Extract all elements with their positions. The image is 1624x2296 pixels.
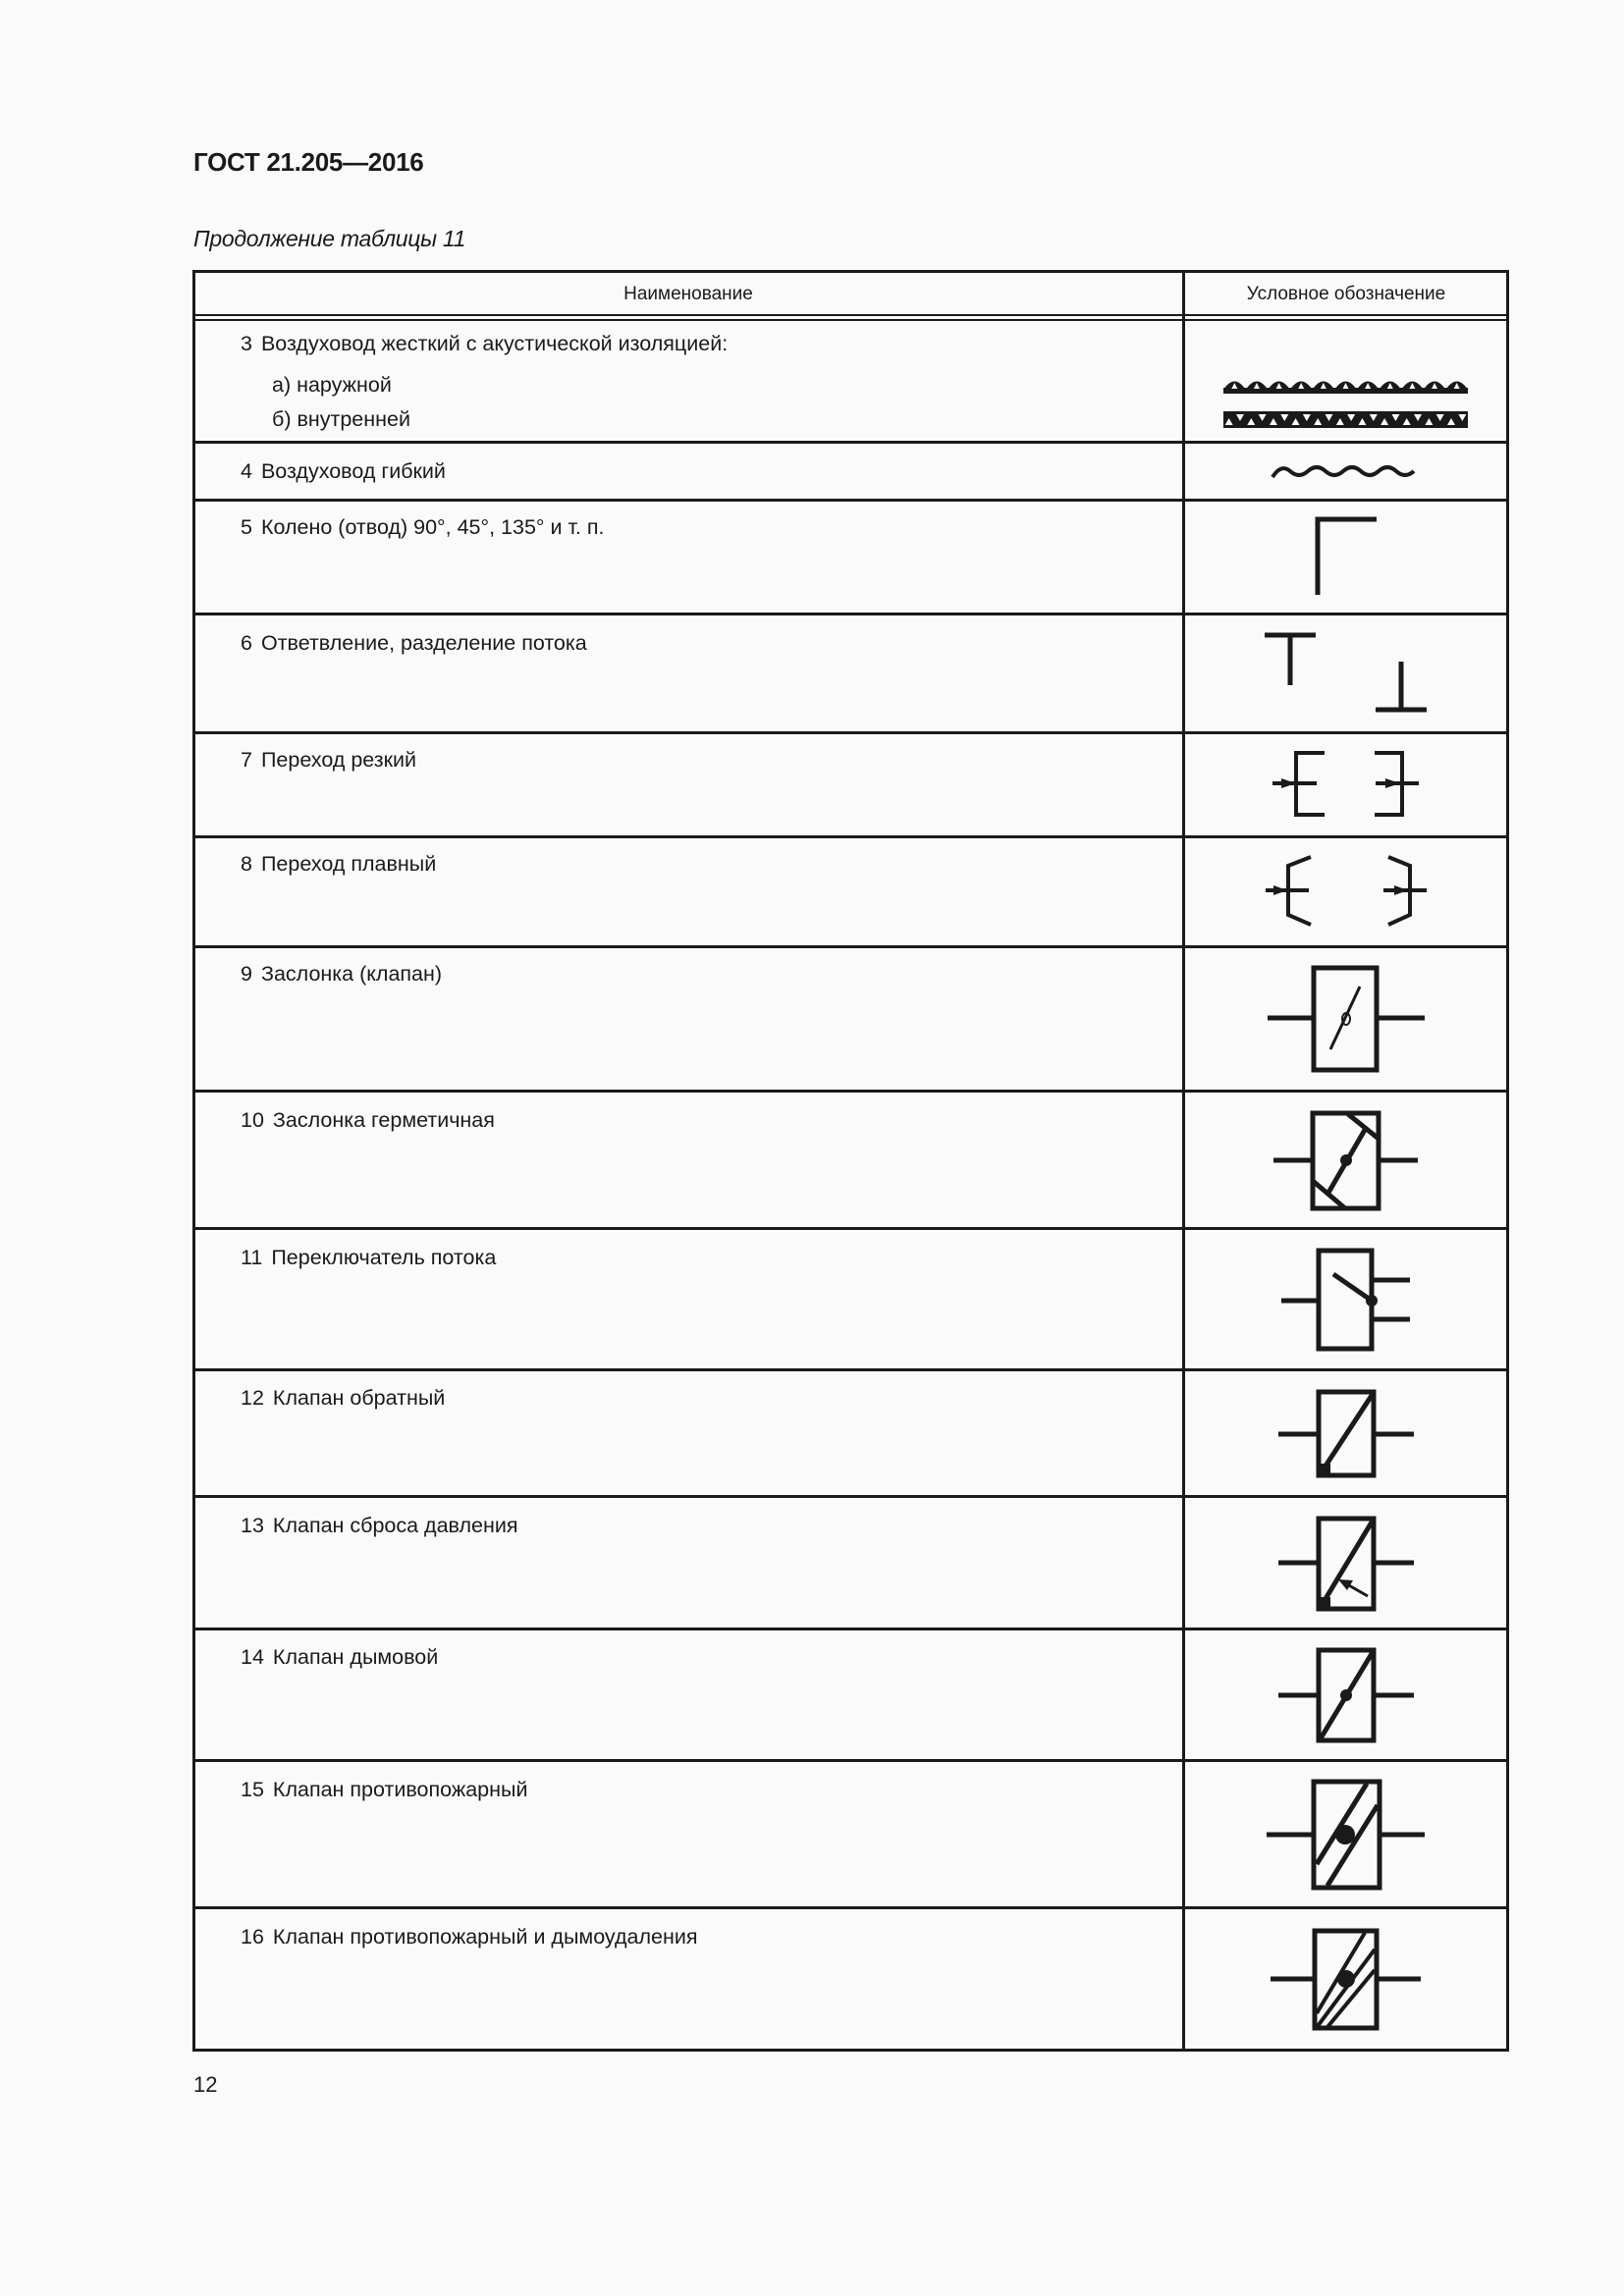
row-label: Клапан противопожарный bbox=[272, 1778, 528, 1801]
column-header-name: Наименование bbox=[623, 284, 753, 304]
smoke-valve-symbol bbox=[1278, 1650, 1414, 1740]
row-label: Заслонка (клапан) bbox=[260, 962, 443, 986]
row-number: 11 bbox=[241, 1246, 263, 1269]
row-sub-item: а) наружной bbox=[272, 373, 392, 397]
abrupt-transition-symbol bbox=[1272, 753, 1419, 815]
row-label: Клапан обратный bbox=[272, 1386, 446, 1410]
flow-switch-symbol bbox=[1281, 1251, 1410, 1349]
row-label: Переход плавный bbox=[260, 852, 437, 876]
row-number: 7 bbox=[241, 748, 252, 772]
pressure-relief-valve-symbol bbox=[1278, 1519, 1414, 1609]
row-number: 4 bbox=[241, 459, 252, 483]
row-number: 5 bbox=[241, 515, 252, 539]
row-label: Клапан дымовой bbox=[272, 1645, 439, 1669]
row-label: Колено (отвод) 90°, 45°, 135° и т. п. bbox=[260, 515, 605, 539]
row-label: Заслонка герметичная bbox=[272, 1108, 495, 1132]
check-valve-symbol bbox=[1278, 1392, 1414, 1475]
row-label: Клапан противопожарный и дымоудаления bbox=[272, 1925, 698, 1949]
table-caption: Продолжение таблицы 11 bbox=[193, 226, 466, 251]
damper-symbol bbox=[1268, 968, 1425, 1070]
flexible-duct-symbol bbox=[1272, 467, 1414, 477]
row-number: 12 bbox=[241, 1386, 264, 1410]
row-number: 10 bbox=[241, 1108, 264, 1132]
sealed-damper-symbol bbox=[1273, 1113, 1418, 1208]
row-number: 8 bbox=[241, 852, 252, 876]
row-number: 9 bbox=[241, 962, 252, 986]
row-number: 15 bbox=[241, 1778, 264, 1801]
row-number: 6 bbox=[241, 631, 252, 655]
branch-tee-symbol bbox=[1265, 635, 1427, 710]
row-label: Воздуховод гибкий bbox=[260, 459, 446, 483]
row-label: Клапан сброса давления bbox=[272, 1514, 518, 1537]
row-number: 16 bbox=[241, 1925, 264, 1949]
row-number: 13 bbox=[241, 1514, 264, 1537]
fire-valve-symbol bbox=[1267, 1782, 1425, 1888]
document-title: ГОСТ 21.205—2016 bbox=[193, 147, 424, 177]
row-label: Воздуховод жесткий с акустической изоляцией: bbox=[260, 332, 729, 355]
row-number: 3 bbox=[241, 332, 252, 355]
row-sub-item: б) внутренней bbox=[272, 407, 410, 431]
rigid-duct-acoustic-insulation-symbol bbox=[1223, 382, 1468, 429]
row-label: Ответвление, разделение потока bbox=[260, 631, 587, 655]
row-number: 14 bbox=[241, 1645, 264, 1669]
page-number: 12 bbox=[193, 2072, 218, 2097]
fire-smoke-exhaust-valve-symbol bbox=[1271, 1931, 1421, 2028]
column-header-symbol: Условное обозначение bbox=[1246, 284, 1446, 304]
row-label: Переключатель потока bbox=[271, 1246, 497, 1269]
smooth-transition-symbol bbox=[1266, 857, 1427, 925]
elbow-symbol bbox=[1318, 519, 1377, 595]
row-label: Переход резкий bbox=[260, 748, 417, 772]
